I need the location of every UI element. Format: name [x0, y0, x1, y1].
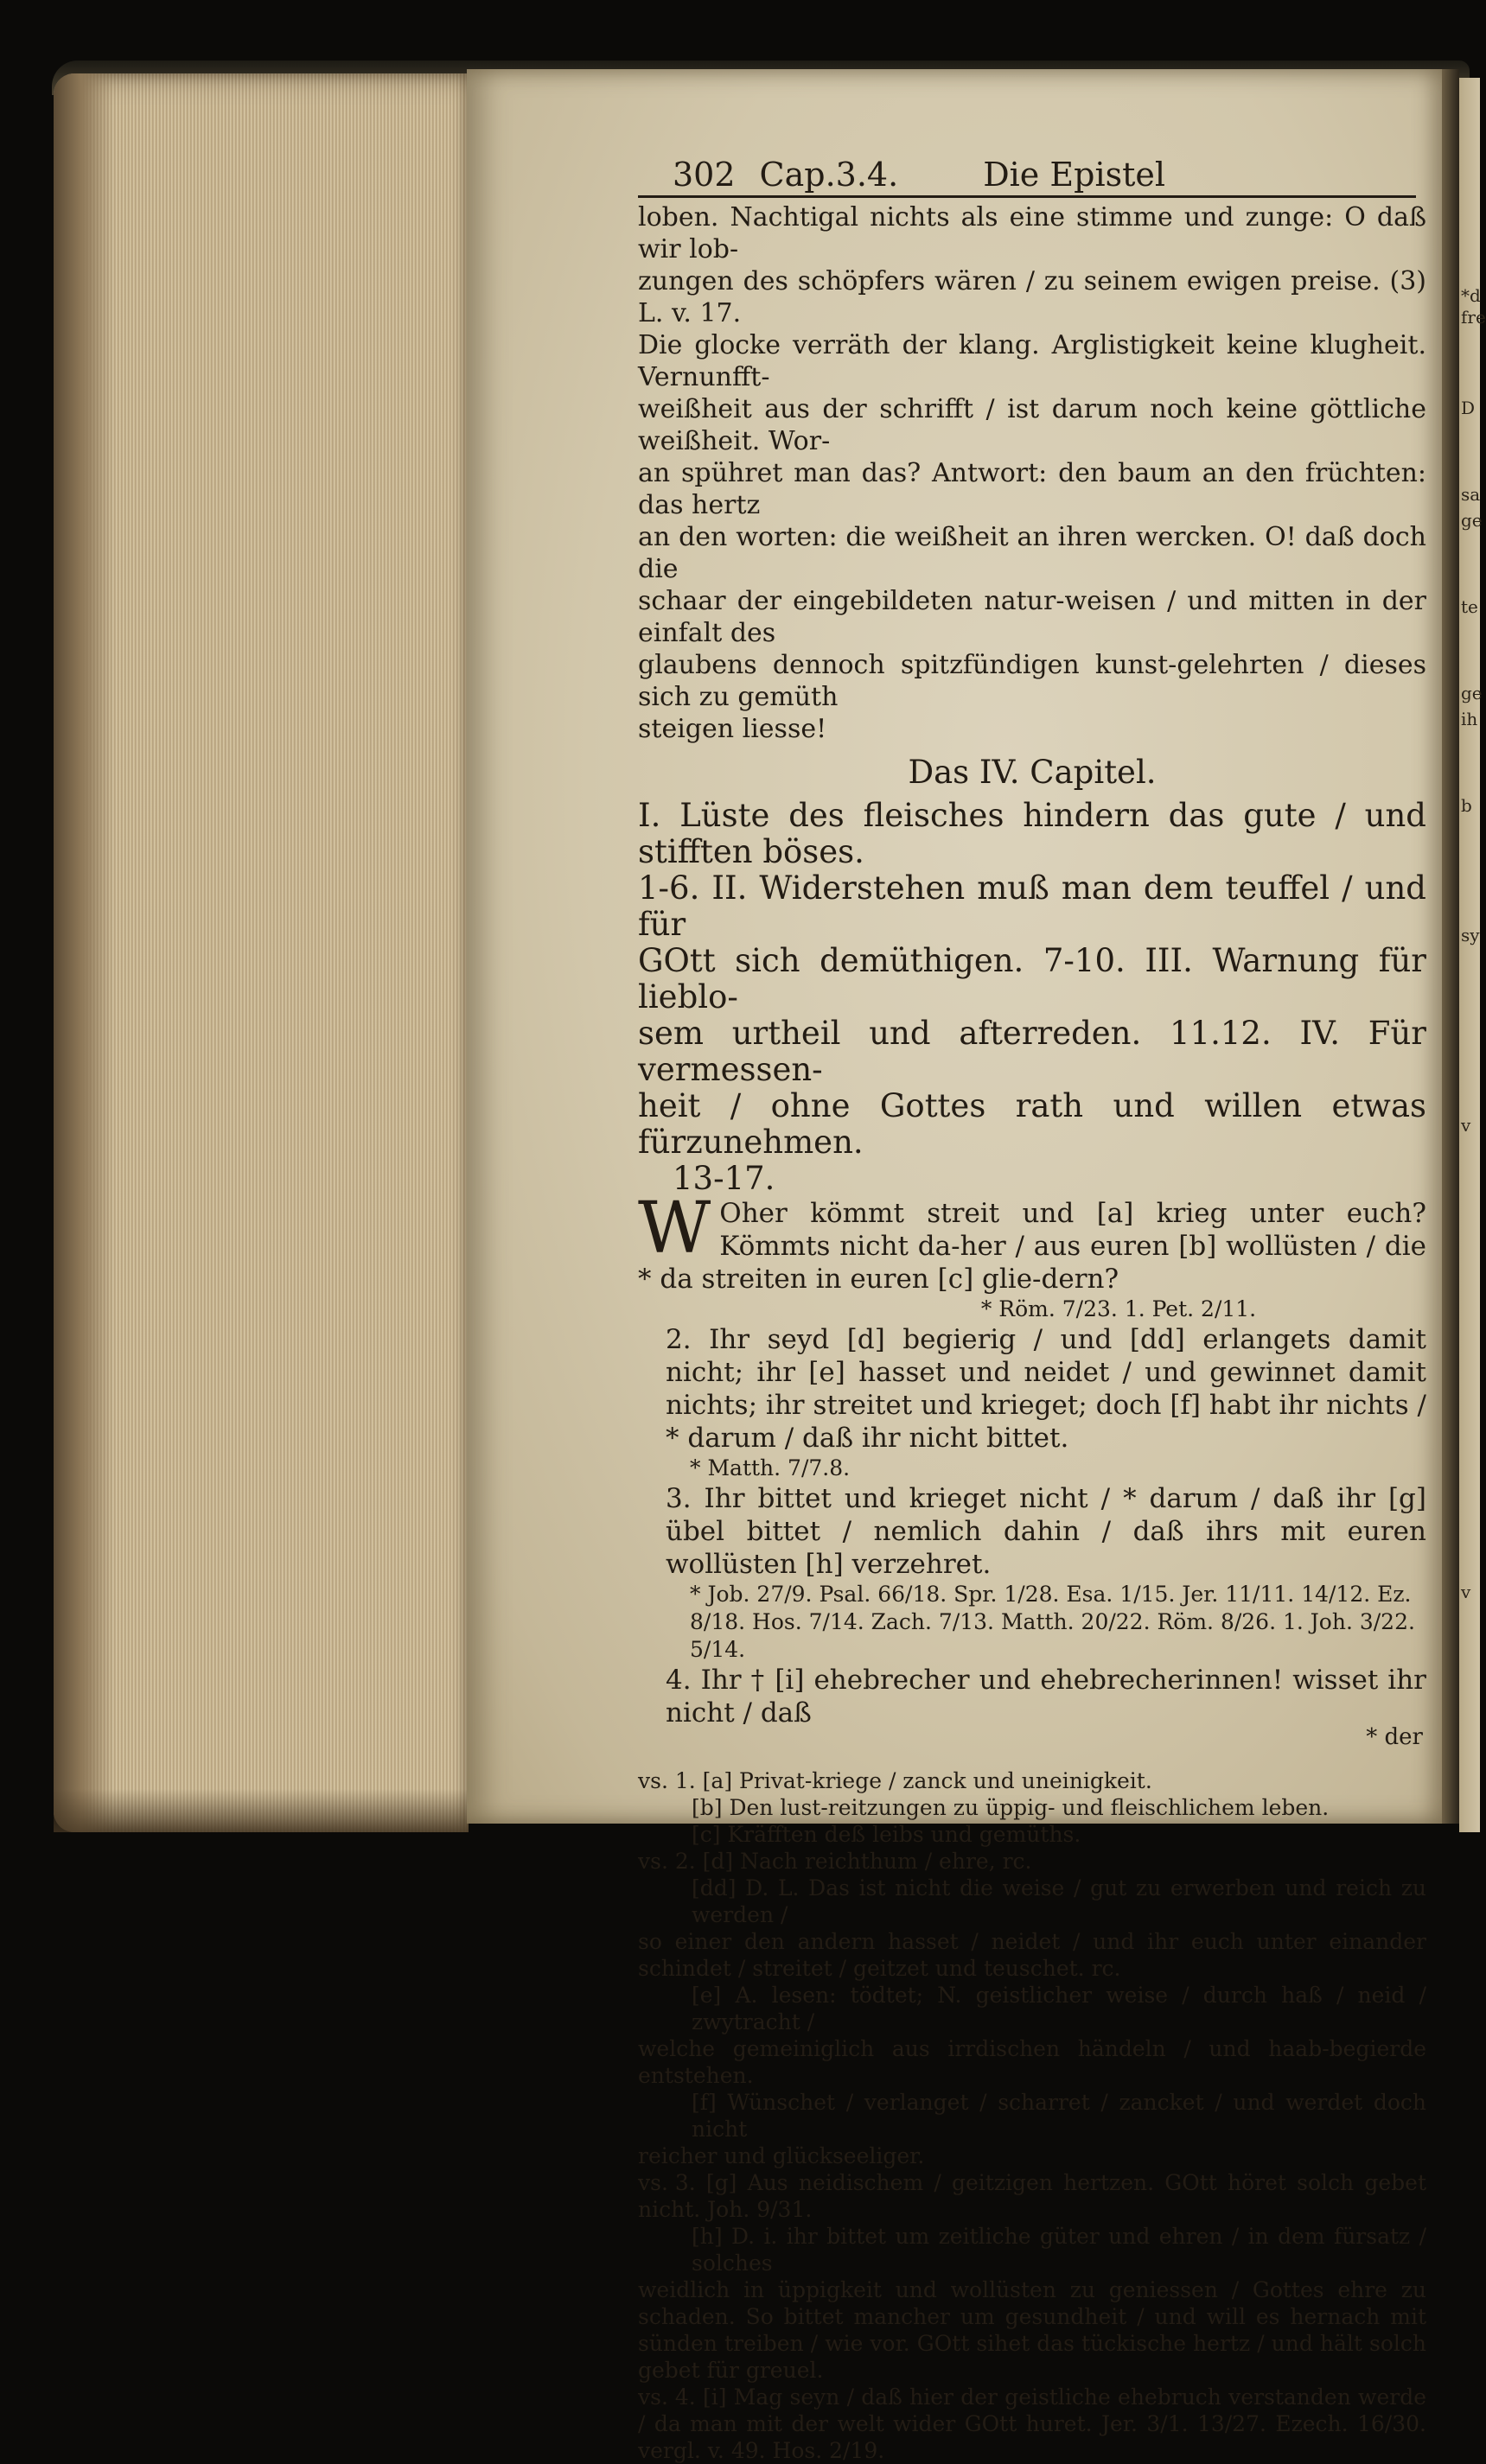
cross-reference: * Matth. 7/7.8.: [690, 1455, 851, 1480]
intro-line: an spühret man das? Antwort: den baum an den früchten: das hertz: [638, 458, 1426, 520]
footnote: [638, 2223, 1426, 2276]
facing-page-fragment: sy: [1461, 925, 1480, 945]
intro-line: schaar der eingebildeten natur-weisen / und mitten in der einfalt des: [638, 586, 1426, 648]
page-number: 302: [673, 156, 736, 194]
intro-line: weißheit aus der schrifft / ist darum noch keine göttliche weißheit. Wor-: [638, 394, 1426, 456]
footnote: [638, 1875, 1426, 1928]
facing-page-strip: [1459, 78, 1486, 1832]
footnote: [638, 2169, 1426, 2223]
footnote-text: [g] Aus neidischem / geitzigen hertzen. GOtt höret solch gebet nicht. Joh. 9/31.: [638, 2170, 1427, 2222]
footnote-text: welche gemeiniglich aus irrdischen händeln / und haab-begierde entstehen.: [638, 2036, 1426, 2088]
footnote-text: [d] Nach reichthum / ehre, rc.: [702, 1849, 1032, 1874]
facing-page-fragment: sa: [1461, 484, 1481, 505]
verse-text: [638, 1323, 1426, 1455]
footnote: [638, 1794, 1426, 1821]
cross-reference: * Röm. 7/23. 1. Pet. 2/11.: [980, 1296, 1257, 1321]
footnote-text: [e] A. lesen: tödtet; N. geistlicher weise / durch haß / neid / zwytracht /: [692, 1983, 1426, 2034]
footnote: [638, 2035, 1426, 2089]
footnote-text: [a] Privat-kriege / zanck und uneinigkeit.: [702, 1768, 1152, 1793]
footnote: [638, 1848, 1426, 1875]
running-header: [638, 156, 1416, 198]
chapter-reference: Cap.3.4.: [759, 156, 899, 194]
verse-text: [638, 1664, 1426, 1729]
footnote-text: [h] D. i. ihr bittet um zeitliche güter und ehren / in dem fürsatz / solches: [692, 2224, 1426, 2276]
footnote-text: reicher und glückseeliger.: [638, 2143, 925, 2168]
page-text: [638, 156, 1426, 2464]
footnote: [638, 1982, 1426, 2035]
facing-page-fragment: v: [1461, 1115, 1471, 1136]
footnotes: [638, 1767, 1426, 2464]
summary-line: sem urtheil und afterreden. 11.12. IV. Für vermessen-: [638, 1015, 1426, 1088]
footnote-verse-tag: vs. 1.: [638, 1768, 696, 1793]
footnote-text: [c] Kräfften deß leibs und gemüths.: [692, 1822, 1081, 1847]
summary-line: 1-6. II. Widerstehen muß man dem teuffel / und für: [638, 869, 1426, 943]
facing-page-fragment: b: [1461, 795, 1472, 816]
catchword: * der: [1366, 1724, 1423, 1750]
cross-reference: * Job. 27/9. Psal. 66/18. Spr. 1/28. Esa. 1/15. Jer. 11/11. 14/12. Ez. 8/18. Hos. 7/14. Zach. 7/13. Matth. 20/22. Röm. 8/26. 1. Joh. 3/22. 5/14.: [690, 1582, 1415, 1662]
footnote: [638, 1767, 1426, 1794]
intro-line: Die glocke verräth der klang. Arglistigkeit keine klugheit. Vernunfft-: [638, 330, 1426, 392]
facing-page-fragment: te: [1461, 596, 1478, 617]
footnote: [638, 2089, 1426, 2142]
summary-line: I. Lüste des fleisches hindern das gute / und stifften böses.: [638, 797, 1426, 870]
chapter-summary: [638, 798, 1426, 1197]
footnote-text: [f] Wünschet / verlanget / scharret / zancket / und werdet doch nicht: [692, 2090, 1426, 2142]
footnote: [638, 2384, 1426, 2464]
footnote-text: so einer den andern hasset / neidet / und ihr euch unter einander schindet / streitet / geitzet und teuschet. rc.: [638, 1929, 1426, 1981]
facing-page-fragment: ge: [1461, 510, 1483, 531]
summary-line: heit / ohne Gottes rath und willen etwas fürzunehmen.: [638, 1087, 1426, 1161]
footnote: [638, 2276, 1426, 2384]
footnote-verse-tag: vs. 4.: [638, 2384, 696, 2410]
verse-body: 2. Ihr seyd [d] begierig / und [dd] erlangets damit nicht; ihr [e] hasset und neidet / und gewinnet damit nichts; ihr streitet und krieget; doch [f] habt ihr nichts / * darum / daß ihr nicht bittet.: [666, 1324, 1426, 1454]
verse-body: 3. Ihr bittet und krieget nicht / * darum / daß ihr [g] übel bittet / nemlich dahin / daß ihrs mit euren wollüsten [h] verzehret.: [666, 1483, 1426, 1580]
intro-line: zungen des schöpfers wären / zu seinem ewigen preise. (3) L. v. 17.: [638, 266, 1426, 328]
verse-body: Oher kömmt streit und [a] krieg unter euch? Kömmts nicht da-her / aus euren [b] wollüsten / die * da streiten in euren [c] glie-dern?: [638, 1198, 1426, 1295]
scripture-verses: [638, 1187, 1426, 1729]
verse-text: [638, 1482, 1426, 1581]
footnote: [638, 1928, 1426, 1982]
intro-line: steigen liesse!: [638, 714, 827, 744]
facing-page-fragment: fre: [1461, 307, 1486, 328]
facing-page-fragment: v: [1461, 1582, 1471, 1602]
summary-verse-range: 13-17.: [673, 1160, 775, 1197]
footnote-text: [i] Mag seyn / daß hier der geistliche ehebruch verstanden werde / da man mit der welt wider GOtt huret. Jer. 3/1. 13/27. Ezech. 16/30. vergl. v. 49. Hos. 2/19.: [638, 2384, 1426, 2463]
footnote: [638, 2142, 1426, 2169]
facing-page-fragment: ih: [1461, 709, 1478, 729]
footnote-text: weidlich in üppigkeit und wollüsten zu geniessen / Gottes ehre zu schaden. So bittet mancher um gesundheit / und will es hernach mit sünden treiben / wie vor. GOtt sihet das tückische hertz / und hält solch gebet für greuel.: [638, 2277, 1426, 2383]
intro-line: glaubens dennoch spitzfündigen kunst-gelehrten / dieses sich zu gemüth: [638, 650, 1426, 712]
verse-body: 4. Ihr † [i] ehebrecher und ehebrecherinnen! wisset ihr nicht / daß: [666, 1665, 1426, 1729]
drop-cap-initial: W: [638, 1187, 711, 1270]
book-fore-edge: [54, 73, 469, 1832]
intro-line: an den worten: die weißheit an ihren wercken. O! daß doch die: [638, 522, 1426, 584]
intro-paragraph: [638, 201, 1426, 745]
footnote-verse-tag: vs. 3.: [638, 2170, 696, 2195]
footnote-text: [b] Den lust-reitzungen zu üppig- und fleischlichem leben.: [692, 1795, 1330, 1820]
footnote-text: [dd] D. L. Das ist nicht die weise / gut zu erwerben und reich zu werden /: [692, 1875, 1426, 1927]
chapter-heading: Das IV. Capitel.: [908, 754, 1157, 791]
summary-line: GOtt sich demüthigen. 7-10. III. Warnung für lieblo-: [638, 942, 1426, 1016]
verse-text: [638, 1187, 1426, 1296]
book-gutter: [1442, 69, 1459, 1824]
facing-page-fragment: D: [1461, 398, 1476, 418]
intro-line: loben. Nachtigal nichts als eine stimme und zunge: O daß wir lob-: [638, 202, 1426, 264]
running-title: Die Epistel: [983, 156, 1166, 194]
footnote: [638, 1821, 1426, 1848]
facing-page-fragment: *d: [1461, 285, 1481, 306]
facing-page-fragment: ge: [1461, 683, 1483, 704]
footnote-verse-tag: vs. 2.: [638, 1849, 696, 1874]
